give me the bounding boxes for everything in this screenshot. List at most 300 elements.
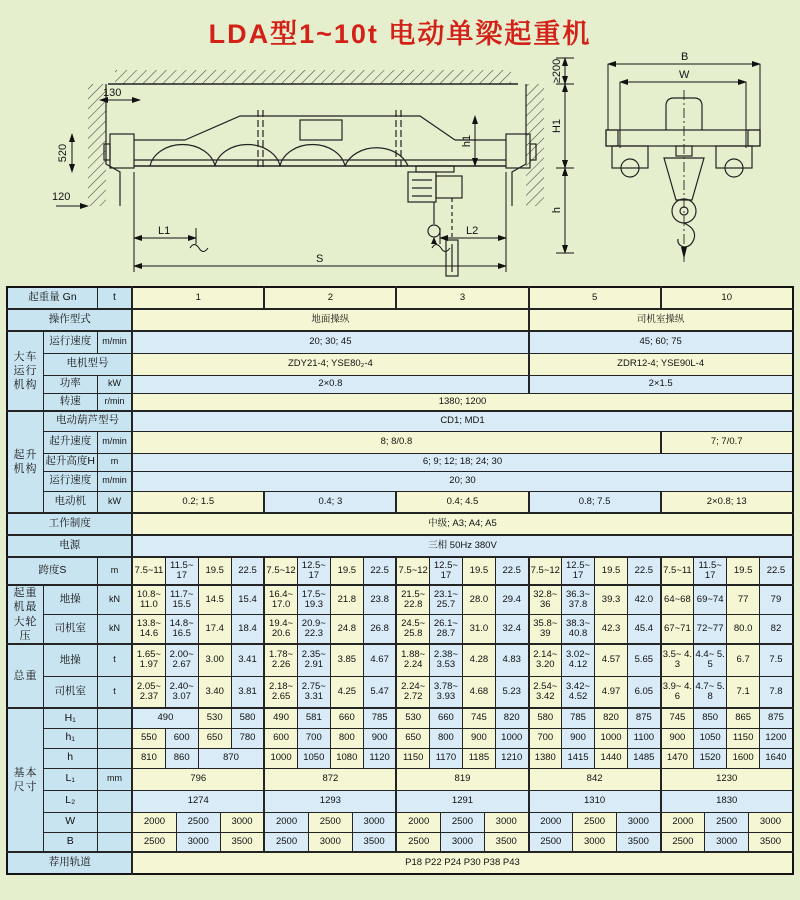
value-cell: 14.5 (198, 585, 231, 615)
page-title: LDA型1~10t 电动单梁起重机 (208, 19, 592, 49)
value-cell: 7.5 (760, 644, 793, 676)
value-cell: 45.4 (628, 615, 661, 645)
value-cell: 1640 (760, 748, 793, 768)
value-cell: 650 (198, 728, 231, 748)
value-cell: 22.5 (628, 557, 661, 585)
value-cell: 1291 (396, 790, 528, 812)
value-cell: 1150 (396, 748, 429, 768)
table-row (7, 411, 793, 431)
value-cell: 796 (132, 768, 264, 790)
table-row (7, 557, 793, 585)
row-label: 操作型式 (7, 309, 132, 331)
value-cell: 1415 (562, 748, 595, 768)
value-cell: 3000 (617, 812, 661, 832)
unit-label: m/min (97, 431, 132, 453)
crane-drawing (0, 48, 800, 286)
value-cell: 2×0.8 (132, 375, 528, 393)
row-label: 转速 (43, 393, 97, 411)
value-cell: 1520 (694, 748, 727, 768)
value-cell: 17.5~ 19.3 (297, 585, 330, 615)
value-cell: 1120 (363, 748, 396, 768)
value-cell: 14.8~ 16.5 (165, 615, 198, 645)
value-cell: 3 (396, 287, 528, 309)
value-cell: 3500 (220, 832, 264, 852)
value-cell: 3.85 (330, 644, 363, 676)
table-row (7, 852, 793, 874)
value-cell: 82 (760, 615, 793, 645)
value-cell: 11.7~ 15.5 (165, 585, 198, 615)
value-cell: 581 (297, 708, 330, 728)
value-cell: 3000 (440, 832, 484, 852)
unit-label: kN (97, 615, 132, 645)
row-label: 运行速度 (43, 331, 97, 353)
value-cell: 20; 30; 45 (132, 331, 528, 353)
value-cell: 580 (529, 708, 562, 728)
value-cell: 600 (165, 728, 198, 748)
value-cell: 1.88~ 2.24 (396, 644, 429, 676)
table-row (7, 471, 793, 491)
row-label: 起重量 Gn (7, 287, 97, 309)
table-row (7, 431, 793, 453)
value-cell: 司机室操纵 (529, 309, 793, 331)
value-cell: 2500 (264, 832, 308, 852)
unit-label: kW (97, 491, 132, 513)
value-cell: 842 (529, 768, 661, 790)
row-label: 起升速度 (43, 431, 97, 453)
value-cell: 3.9~ 4.6 (661, 676, 694, 708)
value-cell: 2000 (661, 812, 705, 832)
value-cell: 24.8 (330, 615, 363, 645)
value-cell: 19.5 (727, 557, 760, 585)
value-cell: 580 (231, 708, 264, 728)
dim-label-B: B (681, 51, 689, 63)
table-row (7, 615, 793, 645)
row-label: 司机室 (43, 615, 97, 645)
value-cell: 819 (396, 768, 528, 790)
value-cell: 2×0.8; 13 (661, 491, 793, 513)
value-cell: 2000 (396, 812, 440, 832)
value-cell: 1080 (330, 748, 363, 768)
value-cell: 20.9~ 22.3 (297, 615, 330, 645)
value-cell: 1000 (595, 728, 628, 748)
value-cell: 19.5 (330, 557, 363, 585)
value-cell: 19.5 (198, 557, 231, 585)
value-cell: CD1; MD1 (132, 411, 793, 431)
value-cell: 4.83 (495, 644, 528, 676)
value-cell: 4.28 (462, 644, 495, 676)
value-cell: 1210 (495, 748, 528, 768)
value-cell: 2500 (308, 812, 352, 832)
value-cell: 785 (562, 708, 595, 728)
value-cell: 490 (264, 708, 297, 728)
value-cell: 1050 (694, 728, 727, 748)
value-cell: 865 (727, 708, 760, 728)
dim-label-l2: L2 (466, 225, 479, 237)
value-cell: 2.40~ 3.07 (165, 676, 198, 708)
value-cell: 23.1~ 25.7 (429, 585, 462, 615)
value-cell: 35.8~ 39 (529, 615, 562, 645)
table-row (7, 453, 793, 471)
value-cell: 72~77 (694, 615, 727, 645)
value-cell: 22.5 (231, 557, 264, 585)
table-row (7, 393, 793, 411)
row-label: W (43, 812, 97, 832)
value-cell: 23.8 (363, 585, 396, 615)
value-cell: 530 (396, 708, 429, 728)
value-cell: 1293 (264, 790, 396, 812)
value-cell: 80.0 (727, 615, 760, 645)
value-cell: 530 (198, 708, 231, 728)
dim-label-gte200: ≥200 (551, 58, 563, 84)
value-cell: 6.7 (727, 644, 760, 676)
value-cell: 21.8 (330, 585, 363, 615)
table-row (7, 287, 793, 309)
value-cell: 7.5~11 (132, 557, 165, 585)
value-cell: 19.4~ 20.6 (264, 615, 297, 645)
value-cell: 2 (264, 287, 396, 309)
value-cell: 7.1 (727, 676, 760, 708)
table-row (7, 513, 793, 535)
value-cell: 79 (760, 585, 793, 615)
value-cell: 3000 (705, 832, 749, 852)
value-cell: 28.0 (462, 585, 495, 615)
section-label: 基本尺寸 (7, 708, 43, 852)
section-label: 大车运行机构 (7, 331, 43, 411)
value-cell: 780 (231, 728, 264, 748)
dim-label-s: S (316, 253, 324, 265)
value-cell: 800 (330, 728, 363, 748)
value-cell: 3500 (749, 832, 793, 852)
value-cell: 2.75~ 3.31 (297, 676, 330, 708)
value-cell: 36.3~ 37.8 (562, 585, 595, 615)
value-cell: 地面操纵 (132, 309, 528, 331)
value-cell: 22.5 (760, 557, 793, 585)
spec-table (6, 286, 794, 875)
unit-label (97, 728, 132, 748)
value-cell: 6; 9; 12; 18; 24; 30 (132, 453, 793, 471)
value-cell: 6.05 (628, 676, 661, 708)
value-cell: 19.5 (462, 557, 495, 585)
value-cell: 11.5~ 17 (165, 557, 198, 585)
section-label: 总重 (7, 644, 43, 708)
row-label: 电动葫芦型号 (43, 411, 132, 431)
unit-label: mm (97, 768, 132, 790)
value-cell: 875 (760, 708, 793, 728)
value-cell: 5 (529, 287, 661, 309)
value-cell: 1100 (628, 728, 661, 748)
value-cell: 1.65~ 1.97 (132, 644, 165, 676)
dim-label-120: 120 (52, 191, 71, 203)
table-row (7, 768, 793, 790)
dim-label-h1: h1 (461, 134, 473, 148)
value-cell: 820 (595, 708, 628, 728)
value-cell: 0.2; 1.5 (132, 491, 264, 513)
table-row (7, 309, 793, 331)
value-cell: 7.5~12 (264, 557, 297, 585)
row-label: L₂ (43, 790, 97, 812)
value-cell: 26.1~ 28.7 (429, 615, 462, 645)
value-cell: 3000 (573, 832, 617, 852)
unit-label (97, 748, 132, 768)
row-label: 电源 (7, 535, 132, 557)
value-cell: 900 (562, 728, 595, 748)
value-cell: 745 (661, 708, 694, 728)
value-cell: 2000 (529, 812, 573, 832)
value-cell: 38.3~ 40.8 (562, 615, 595, 645)
row-label: 地操 (43, 585, 97, 615)
value-cell: 820 (495, 708, 528, 728)
value-cell: 3.00 (198, 644, 231, 676)
value-cell: 1170 (429, 748, 462, 768)
unit-label (97, 832, 132, 852)
unit-label: t (97, 644, 132, 676)
value-cell: 42.3 (595, 615, 628, 645)
value-cell: 2×1.5 (529, 375, 793, 393)
value-cell: 5.65 (628, 644, 661, 676)
unit-label: kW (97, 375, 132, 393)
value-cell: 3000 (352, 812, 396, 832)
value-cell: 860 (165, 748, 198, 768)
value-cell: 2.00~ 2.67 (165, 644, 198, 676)
unit-label: kN (97, 585, 132, 615)
dim-label-W: W (679, 69, 690, 81)
value-cell: 0.4; 3 (264, 491, 396, 513)
value-cell: P18 P22 P24 P30 P38 P43 (132, 852, 793, 874)
value-cell: 7.5~12 (396, 557, 429, 585)
value-cell: 900 (462, 728, 495, 748)
value-cell: 2500 (573, 812, 617, 832)
dim-label-l1: L1 (158, 225, 171, 237)
unit-label: m/min (97, 471, 132, 491)
value-cell: 1600 (727, 748, 760, 768)
value-cell: 875 (628, 708, 661, 728)
value-cell: 7.5~11 (661, 557, 694, 585)
value-cell: 700 (529, 728, 562, 748)
value-cell: 900 (661, 728, 694, 748)
value-cell: 7.8 (760, 676, 793, 708)
row-label: 荐用轨道 (7, 852, 132, 874)
value-cell: 2500 (132, 832, 176, 852)
value-cell: 1200 (760, 728, 793, 748)
table-row (7, 331, 793, 353)
value-cell: 3000 (220, 812, 264, 832)
table-row (7, 728, 793, 748)
value-cell: 5.23 (495, 676, 528, 708)
value-cell: 1000 (264, 748, 297, 768)
value-cell: 745 (462, 708, 495, 728)
value-cell: 3.02~ 4.12 (562, 644, 595, 676)
dim-label-520: 520 (57, 143, 69, 163)
row-label: H₁ (43, 708, 97, 728)
table-row (7, 708, 793, 728)
value-cell: 三相 50Hz 380V (132, 535, 793, 557)
unit-label (97, 812, 132, 832)
value-cell: 8; 8/0.8 (132, 431, 660, 453)
unit-label: m/min (97, 331, 132, 353)
row-label: B (43, 832, 97, 852)
value-cell: 3.40 (198, 676, 231, 708)
value-cell: 2.35~ 2.91 (297, 644, 330, 676)
value-cell: 中级; A3; A4; A5 (132, 513, 793, 535)
table-row (7, 585, 793, 615)
row-label: 运行速度 (43, 471, 97, 491)
value-cell: 0.4; 4.5 (396, 491, 528, 513)
value-cell: 2.14~ 3.20 (529, 644, 562, 676)
unit-label (97, 790, 132, 812)
table-row (7, 812, 793, 832)
value-cell: 1470 (661, 748, 694, 768)
value-cell: 7.5~12 (529, 557, 562, 585)
value-cell: 1050 (297, 748, 330, 768)
section-label: 起重机最大轮压 (7, 585, 43, 644)
value-cell: 1000 (495, 728, 528, 748)
value-cell: 39.3 (595, 585, 628, 615)
value-cell: 12.5~ 17 (297, 557, 330, 585)
value-cell: 1380 (529, 748, 562, 768)
value-cell: 3.81 (231, 676, 264, 708)
value-cell: 24.5~ 25.8 (396, 615, 429, 645)
unit-label: m (97, 557, 132, 585)
dim-label-H1: H1 (551, 118, 563, 134)
dim-label-h: h (551, 206, 563, 214)
value-cell: 600 (264, 728, 297, 748)
value-cell: 0.8; 7.5 (529, 491, 661, 513)
value-cell: 1274 (132, 790, 264, 812)
value-cell: 850 (694, 708, 727, 728)
value-cell: 2.54~ 3.42 (529, 676, 562, 708)
value-cell: 800 (429, 728, 462, 748)
value-cell: 4.25 (330, 676, 363, 708)
value-cell: 11.5~ 17 (694, 557, 727, 585)
value-cell: 45; 60; 75 (529, 331, 793, 353)
value-cell: 872 (264, 768, 396, 790)
value-cell: 2000 (264, 812, 308, 832)
value-cell: 1310 (529, 790, 661, 812)
table-row (7, 790, 793, 812)
table-row (7, 535, 793, 557)
value-cell: 660 (330, 708, 363, 728)
value-cell: 3.42~ 4.52 (562, 676, 595, 708)
value-cell: 1150 (727, 728, 760, 748)
value-cell: 810 (132, 748, 165, 768)
value-cell: 26.8 (363, 615, 396, 645)
value-cell: 22.5 (495, 557, 528, 585)
value-cell: 1380; 1200 (132, 393, 793, 411)
value-cell: 2.18~ 2.65 (264, 676, 297, 708)
row-label: h (43, 748, 97, 768)
value-cell: 3.41 (231, 644, 264, 676)
value-cell: 2.05~ 2.37 (132, 676, 165, 708)
value-cell: 3000 (484, 812, 528, 832)
value-cell: 67~71 (661, 615, 694, 645)
value-cell: 3500 (484, 832, 528, 852)
value-cell: 21.5~ 22.8 (396, 585, 429, 615)
value-cell: 1185 (462, 748, 495, 768)
value-cell: 2500 (176, 812, 220, 832)
value-cell: 650 (396, 728, 429, 748)
unit-label: m (97, 453, 132, 471)
value-cell: 2500 (440, 812, 484, 832)
row-label: 起升高度H (43, 453, 97, 471)
value-cell: 12.5~ 17 (562, 557, 595, 585)
value-cell: 1485 (628, 748, 661, 768)
row-label: 电机型号 (43, 353, 132, 375)
value-cell: 18.4 (231, 615, 264, 645)
value-cell: 2500 (529, 832, 573, 852)
value-cell: 32.8~ 36 (529, 585, 562, 615)
value-cell: 1 (132, 287, 264, 309)
value-cell: 69~74 (694, 585, 727, 615)
row-label: 工作制度 (7, 513, 132, 535)
value-cell: 2.38~ 3.53 (429, 644, 462, 676)
value-cell: 2500 (661, 832, 705, 852)
value-cell: 4.7~ 5.8 (694, 676, 727, 708)
row-label: 功率 (43, 375, 97, 393)
row-label: t (97, 287, 132, 309)
value-cell: 22.5 (363, 557, 396, 585)
value-cell: 490 (132, 708, 198, 728)
value-cell: 4.57 (595, 644, 628, 676)
row-label: 地操 (43, 644, 97, 676)
value-cell: 77 (727, 585, 760, 615)
value-cell: 660 (429, 708, 462, 728)
value-cell: 3.78~ 3.93 (429, 676, 462, 708)
unit-label (97, 708, 132, 728)
value-cell: 900 (363, 728, 396, 748)
end-view (606, 90, 760, 262)
value-cell: 1230 (661, 768, 793, 790)
value-cell: 2.24~ 2.72 (396, 676, 429, 708)
value-cell: 42.0 (628, 585, 661, 615)
value-cell: 4.4~ 5.5 (694, 644, 727, 676)
row-label: 跨度S (7, 557, 97, 585)
value-cell: ZDR12-4; YSE90L-4 (529, 353, 793, 375)
value-cell: 3000 (176, 832, 220, 852)
table-row (7, 676, 793, 708)
value-cell: 3500 (617, 832, 661, 852)
value-cell: 12.5~ 17 (429, 557, 462, 585)
section-label: 起升机构 (7, 411, 43, 513)
value-cell: 1.78~ 2.26 (264, 644, 297, 676)
value-cell: 700 (297, 728, 330, 748)
value-cell: 17.4 (198, 615, 231, 645)
dim-label-130: 130 (103, 87, 122, 99)
value-cell: 1440 (595, 748, 628, 768)
value-cell: 785 (363, 708, 396, 728)
value-cell: 29.4 (495, 585, 528, 615)
unit-label: r/min (97, 393, 132, 411)
value-cell: 4.97 (595, 676, 628, 708)
value-cell: 3500 (352, 832, 396, 852)
value-cell: 3.5~ 4.3 (661, 644, 694, 676)
value-cell: 20; 30 (132, 471, 793, 491)
value-cell: 3000 (308, 832, 352, 852)
table-row (7, 353, 793, 375)
value-cell: ZDY21-4; YSE80₂-4 (132, 353, 528, 375)
value-cell: 870 (198, 748, 264, 768)
table-row (7, 375, 793, 393)
value-cell: 15.4 (231, 585, 264, 615)
value-cell: 31.0 (462, 615, 495, 645)
value-cell: 4.67 (363, 644, 396, 676)
value-cell: 4.68 (462, 676, 495, 708)
value-cell: 3000 (749, 812, 793, 832)
value-cell: 7; 7/0.7 (661, 431, 793, 453)
table-row (7, 491, 793, 513)
value-cell: 10 (661, 287, 793, 309)
value-cell: 2000 (132, 812, 176, 832)
table-row (7, 644, 793, 676)
